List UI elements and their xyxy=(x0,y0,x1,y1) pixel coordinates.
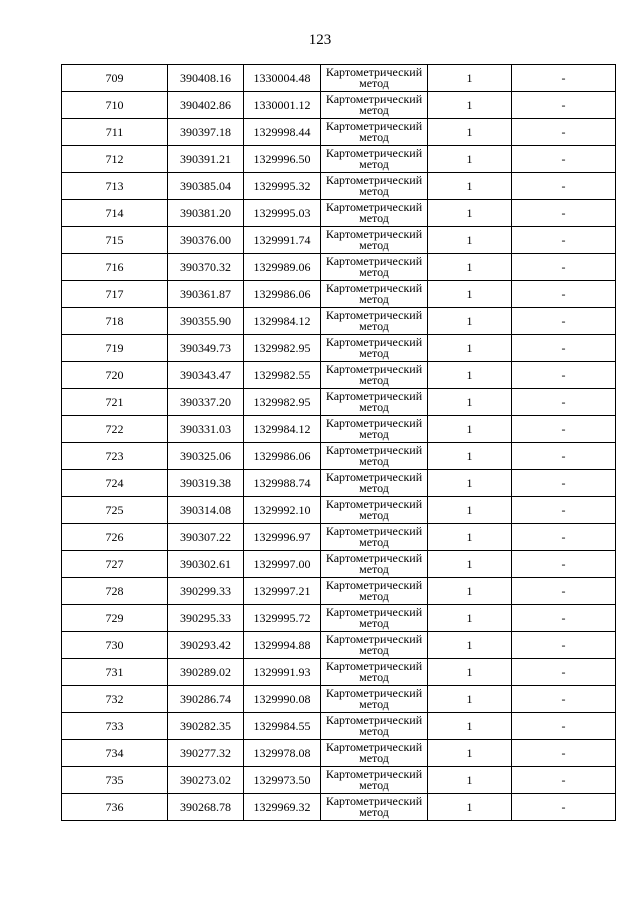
y-coordinate-cell: 1329984.12 xyxy=(244,416,321,443)
accuracy-cell: 1 xyxy=(428,497,512,524)
method-cell: Картометрический метод xyxy=(321,65,428,92)
x-coordinate-cell: 390408.16 xyxy=(168,65,244,92)
point-number-cell: 733 xyxy=(62,713,168,740)
method-cell: Картометрический метод xyxy=(321,119,428,146)
note-cell: - xyxy=(512,713,616,740)
note-cell: - xyxy=(512,686,616,713)
y-coordinate-cell: 1329988.74 xyxy=(244,470,321,497)
x-coordinate-cell: 390293.42 xyxy=(168,632,244,659)
method-cell: Картометрический метод xyxy=(321,335,428,362)
accuracy-cell: 1 xyxy=(428,605,512,632)
note-cell: - xyxy=(512,227,616,254)
y-coordinate-cell: 1329992.10 xyxy=(244,497,321,524)
accuracy-cell: 1 xyxy=(428,767,512,794)
table-row xyxy=(62,254,616,281)
table-row xyxy=(62,65,616,92)
accuracy-cell: 1 xyxy=(428,200,512,227)
x-coordinate-cell: 390302.61 xyxy=(168,551,244,578)
point-number-cell: 729 xyxy=(62,605,168,632)
y-coordinate-cell: 1329982.95 xyxy=(244,389,321,416)
note-cell: - xyxy=(512,173,616,200)
accuracy-cell: 1 xyxy=(428,65,512,92)
accuracy-cell: 1 xyxy=(428,119,512,146)
page-number: 123 xyxy=(308,32,332,48)
x-coordinate-cell: 390273.02 xyxy=(168,767,244,794)
accuracy-cell: 1 xyxy=(428,659,512,686)
y-coordinate-cell: 1329984.12 xyxy=(244,308,321,335)
accuracy-cell: 1 xyxy=(428,632,512,659)
accuracy-cell: 1 xyxy=(428,335,512,362)
point-number-cell: 714 xyxy=(62,200,168,227)
table-row xyxy=(62,605,616,632)
table-row xyxy=(62,794,616,821)
x-coordinate-cell: 390385.04 xyxy=(168,173,244,200)
y-coordinate-cell: 1330004.48 xyxy=(244,65,321,92)
accuracy-cell: 1 xyxy=(428,227,512,254)
note-cell: - xyxy=(512,200,616,227)
y-coordinate-cell: 1329995.03 xyxy=(244,200,321,227)
point-number-cell: 709 xyxy=(62,65,168,92)
point-number-cell: 730 xyxy=(62,632,168,659)
table-row xyxy=(62,497,616,524)
table-row xyxy=(62,146,616,173)
y-coordinate-cell: 1329991.74 xyxy=(244,227,321,254)
accuracy-cell: 1 xyxy=(428,92,512,119)
coordinates-table-body xyxy=(62,65,616,821)
y-coordinate-cell: 1329984.55 xyxy=(244,713,321,740)
accuracy-cell: 1 xyxy=(428,173,512,200)
accuracy-cell: 1 xyxy=(428,686,512,713)
note-cell: - xyxy=(512,389,616,416)
x-coordinate-cell: 390325.06 xyxy=(168,443,244,470)
method-cell: Картометрический метод xyxy=(321,200,428,227)
x-coordinate-cell: 390370.32 xyxy=(168,254,244,281)
method-cell: Картометрический метод xyxy=(321,281,428,308)
method-cell: Картометрический метод xyxy=(321,632,428,659)
point-number-cell: 713 xyxy=(62,173,168,200)
table-row xyxy=(62,173,616,200)
method-cell: Картометрический метод xyxy=(321,146,428,173)
accuracy-cell: 1 xyxy=(428,389,512,416)
accuracy-cell: 1 xyxy=(428,416,512,443)
x-coordinate-cell: 390286.74 xyxy=(168,686,244,713)
table-row xyxy=(62,389,616,416)
y-coordinate-cell: 1329986.06 xyxy=(244,443,321,470)
x-coordinate-cell: 390314.08 xyxy=(168,497,244,524)
table-row xyxy=(62,659,616,686)
accuracy-cell: 1 xyxy=(428,362,512,389)
table-row xyxy=(62,335,616,362)
x-coordinate-cell: 390337.20 xyxy=(168,389,244,416)
note-cell: - xyxy=(512,794,616,821)
note-cell: - xyxy=(512,308,616,335)
point-number-cell: 725 xyxy=(62,497,168,524)
y-coordinate-cell: 1329998.44 xyxy=(244,119,321,146)
table-row xyxy=(62,686,616,713)
point-number-cell: 727 xyxy=(62,551,168,578)
method-cell: Картометрический метод xyxy=(321,605,428,632)
note-cell: - xyxy=(512,551,616,578)
note-cell: - xyxy=(512,443,616,470)
note-cell: - xyxy=(512,254,616,281)
table-row xyxy=(62,713,616,740)
note-cell: - xyxy=(512,146,616,173)
y-coordinate-cell: 1329997.00 xyxy=(244,551,321,578)
point-number-cell: 718 xyxy=(62,308,168,335)
method-cell: Картометрический метод xyxy=(321,416,428,443)
accuracy-cell: 1 xyxy=(428,524,512,551)
point-number-cell: 731 xyxy=(62,659,168,686)
table-row xyxy=(62,740,616,767)
method-cell: Картометрический метод xyxy=(321,443,428,470)
note-cell: - xyxy=(512,767,616,794)
table-row xyxy=(62,470,616,497)
accuracy-cell: 1 xyxy=(428,146,512,173)
point-number-cell: 710 xyxy=(62,92,168,119)
method-cell: Картометрический метод xyxy=(321,497,428,524)
accuracy-cell: 1 xyxy=(428,713,512,740)
y-coordinate-cell: 1329991.93 xyxy=(244,659,321,686)
accuracy-cell: 1 xyxy=(428,254,512,281)
note-cell: - xyxy=(512,605,616,632)
note-cell: - xyxy=(512,416,616,443)
y-coordinate-cell: 1329990.08 xyxy=(244,686,321,713)
y-coordinate-cell: 1329994.88 xyxy=(244,632,321,659)
method-cell: Картометрический метод xyxy=(321,767,428,794)
method-cell: Картометрический метод xyxy=(321,551,428,578)
note-cell: - xyxy=(512,362,616,389)
accuracy-cell: 1 xyxy=(428,794,512,821)
accuracy-cell: 1 xyxy=(428,578,512,605)
note-cell: - xyxy=(512,470,616,497)
method-cell: Картометрический метод xyxy=(321,659,428,686)
x-coordinate-cell: 390282.35 xyxy=(168,713,244,740)
point-number-cell: 723 xyxy=(62,443,168,470)
table-row xyxy=(62,632,616,659)
x-coordinate-cell: 390277.32 xyxy=(168,740,244,767)
table-row xyxy=(62,119,616,146)
accuracy-cell: 1 xyxy=(428,308,512,335)
note-cell: - xyxy=(512,92,616,119)
table-row xyxy=(62,362,616,389)
table-row xyxy=(62,416,616,443)
x-coordinate-cell: 390289.02 xyxy=(168,659,244,686)
point-number-cell: 716 xyxy=(62,254,168,281)
method-cell: Картометрический метод xyxy=(321,227,428,254)
table-row xyxy=(62,227,616,254)
note-cell: - xyxy=(512,119,616,146)
y-coordinate-cell: 1329982.95 xyxy=(244,335,321,362)
point-number-cell: 717 xyxy=(62,281,168,308)
method-cell: Картометрический метод xyxy=(321,92,428,119)
table-row xyxy=(62,524,616,551)
y-coordinate-cell: 1329978.08 xyxy=(244,740,321,767)
y-coordinate-cell: 1329996.97 xyxy=(244,524,321,551)
table-row xyxy=(62,308,616,335)
method-cell: Картометрический метод xyxy=(321,578,428,605)
note-cell: - xyxy=(512,632,616,659)
x-coordinate-cell: 390397.18 xyxy=(168,119,244,146)
accuracy-cell: 1 xyxy=(428,470,512,497)
y-coordinate-cell: 1329982.55 xyxy=(244,362,321,389)
method-cell: Картометрический метод xyxy=(321,308,428,335)
x-coordinate-cell: 390349.73 xyxy=(168,335,244,362)
y-coordinate-cell: 1330001.12 xyxy=(244,92,321,119)
x-coordinate-cell: 390343.47 xyxy=(168,362,244,389)
accuracy-cell: 1 xyxy=(428,551,512,578)
y-coordinate-cell: 1329996.50 xyxy=(244,146,321,173)
point-number-cell: 719 xyxy=(62,335,168,362)
note-cell: - xyxy=(512,281,616,308)
x-coordinate-cell: 390376.00 xyxy=(168,227,244,254)
y-coordinate-cell: 1329997.21 xyxy=(244,578,321,605)
method-cell: Картометрический метод xyxy=(321,794,428,821)
note-cell: - xyxy=(512,65,616,92)
x-coordinate-cell: 390391.21 xyxy=(168,146,244,173)
method-cell: Картометрический метод xyxy=(321,686,428,713)
y-coordinate-cell: 1329969.32 xyxy=(244,794,321,821)
point-number-cell: 712 xyxy=(62,146,168,173)
table-row xyxy=(62,281,616,308)
point-number-cell: 736 xyxy=(62,794,168,821)
point-number-cell: 711 xyxy=(62,119,168,146)
y-coordinate-cell: 1329973.50 xyxy=(244,767,321,794)
point-number-cell: 735 xyxy=(62,767,168,794)
y-coordinate-cell: 1329989.06 xyxy=(244,254,321,281)
method-cell: Картометрический метод xyxy=(321,362,428,389)
method-cell: Картометрический метод xyxy=(321,524,428,551)
point-number-cell: 732 xyxy=(62,686,168,713)
y-coordinate-cell: 1329995.72 xyxy=(244,605,321,632)
point-number-cell: 726 xyxy=(62,524,168,551)
note-cell: - xyxy=(512,335,616,362)
method-cell: Картометрический метод xyxy=(321,389,428,416)
x-coordinate-cell: 390331.03 xyxy=(168,416,244,443)
y-coordinate-cell: 1329995.32 xyxy=(244,173,321,200)
method-cell: Картометрический метод xyxy=(321,173,428,200)
x-coordinate-cell: 390381.20 xyxy=(168,200,244,227)
point-number-cell: 720 xyxy=(62,362,168,389)
point-number-cell: 715 xyxy=(62,227,168,254)
method-cell: Картометрический метод xyxy=(321,254,428,281)
accuracy-cell: 1 xyxy=(428,740,512,767)
table-row xyxy=(62,200,616,227)
point-number-cell: 734 xyxy=(62,740,168,767)
point-number-cell: 722 xyxy=(62,416,168,443)
table-row xyxy=(62,578,616,605)
x-coordinate-cell: 390268.78 xyxy=(168,794,244,821)
accuracy-cell: 1 xyxy=(428,443,512,470)
note-cell: - xyxy=(512,740,616,767)
x-coordinate-cell: 390355.90 xyxy=(168,308,244,335)
point-number-cell: 728 xyxy=(62,578,168,605)
table-row xyxy=(62,767,616,794)
x-coordinate-cell: 390307.22 xyxy=(168,524,244,551)
method-cell: Картометрический метод xyxy=(321,470,428,497)
y-coordinate-cell: 1329986.06 xyxy=(244,281,321,308)
note-cell: - xyxy=(512,524,616,551)
method-cell: Картометрический метод xyxy=(321,740,428,767)
accuracy-cell: 1 xyxy=(428,281,512,308)
x-coordinate-cell: 390361.87 xyxy=(168,281,244,308)
x-coordinate-cell: 390319.38 xyxy=(168,470,244,497)
note-cell: - xyxy=(512,497,616,524)
note-cell: - xyxy=(512,578,616,605)
table-row xyxy=(62,443,616,470)
note-cell: - xyxy=(512,659,616,686)
coordinates-table xyxy=(61,64,616,821)
table-row xyxy=(62,92,616,119)
x-coordinate-cell: 390299.33 xyxy=(168,578,244,605)
method-cell: Картометрический метод xyxy=(321,713,428,740)
x-coordinate-cell: 390402.86 xyxy=(168,92,244,119)
x-coordinate-cell: 390295.33 xyxy=(168,605,244,632)
point-number-cell: 721 xyxy=(62,389,168,416)
table-row xyxy=(62,551,616,578)
point-number-cell: 724 xyxy=(62,470,168,497)
